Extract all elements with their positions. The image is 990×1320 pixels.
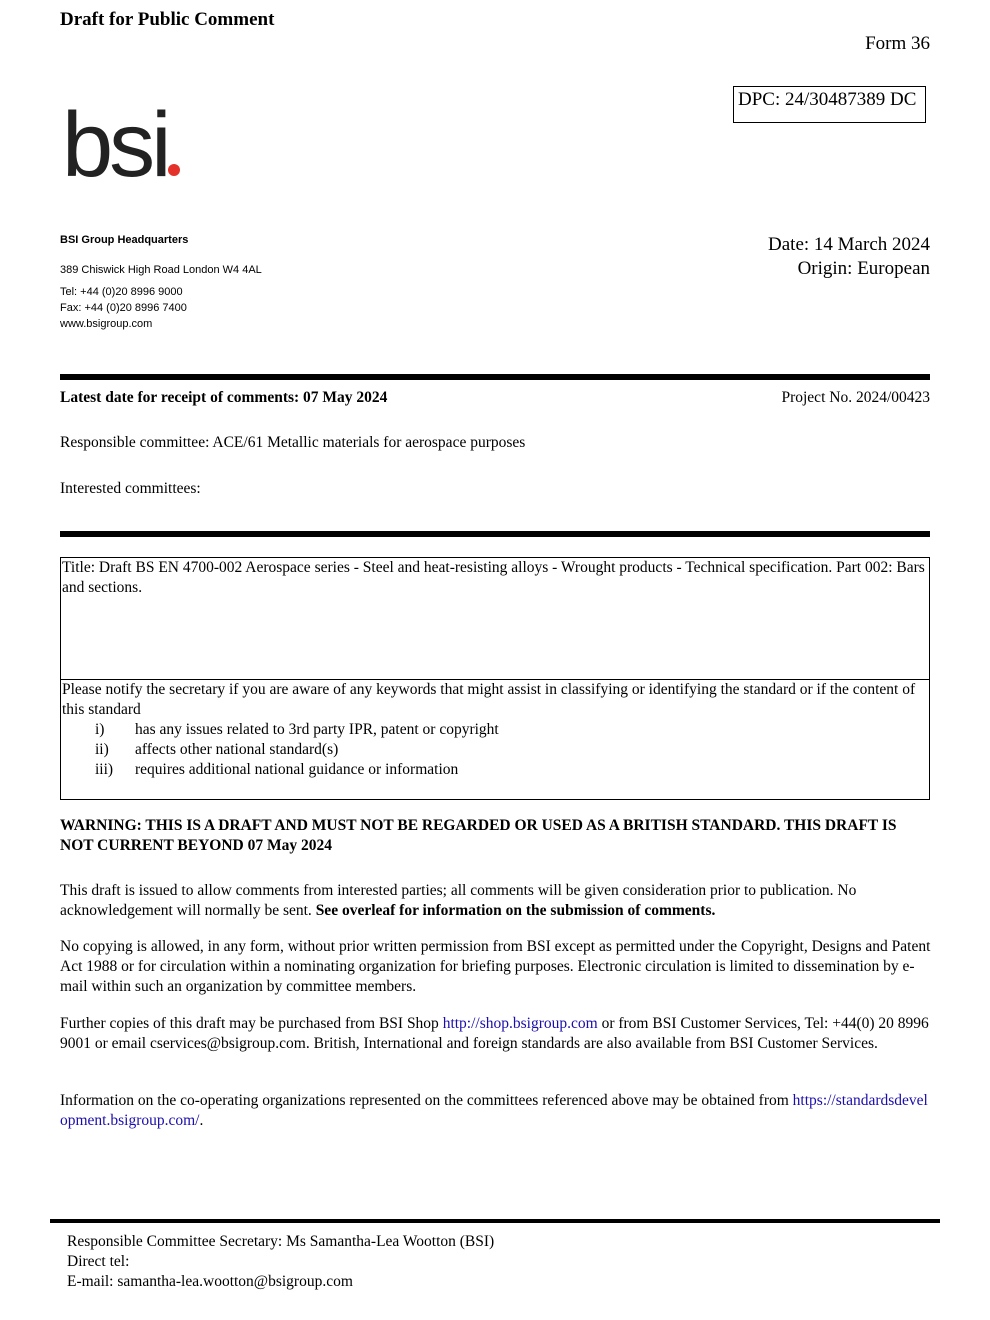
paragraph-organizations-text-b: . bbox=[199, 1112, 204, 1129]
footer-divider bbox=[50, 1219, 940, 1223]
secretary-direct-tel: Direct tel: bbox=[67, 1253, 130, 1270]
hq-tel: Tel: +44 (0)20 8996 9000 bbox=[60, 286, 183, 298]
draft-warning: WARNING: THIS IS A DRAFT AND MUST NOT BE REGARDED OR USED AS A BRITISH STANDARD. THIS DRAFT IS NOT CURRENT BEYOND 07 May 2024 bbox=[60, 817, 897, 854]
draft-title: Draft for Public Comment bbox=[60, 9, 275, 30]
divider-top bbox=[60, 374, 930, 380]
bsi-logo bbox=[62, 96, 192, 186]
list-item-text: has any issues related to 3rd party IPR, patent or copyright bbox=[135, 721, 499, 738]
paragraph-comments-text: This draft is issued to allow comments from interested parties; all comments will be given consideration prior to publication. No acknowledgement will normally be sent. bbox=[60, 882, 857, 919]
divider-middle bbox=[60, 531, 930, 537]
list-item bbox=[62, 720, 928, 740]
paragraph-comments bbox=[60, 881, 932, 921]
standards-development-link[interactable]: https://standardsdevelopment.bsigroup.com/ bbox=[60, 1092, 928, 1129]
notify-text: Please notify the secretary if you are aware of any keywords that might assist in classifying or identifying the standard or if the content of this standard bbox=[62, 681, 916, 718]
bsi-logo-text: bsi bbox=[62, 96, 168, 186]
paragraph-organizations bbox=[60, 1091, 932, 1131]
hq-website: www.bsigroup.com bbox=[60, 318, 153, 330]
hq-title: BSI Group Headquarters bbox=[60, 234, 189, 246]
paragraph-copies-text-a: Further copies of this draft may be purchased from BSI Shop bbox=[60, 1015, 443, 1032]
document-date: Date: 14 March 2024 bbox=[768, 234, 930, 255]
list-item-number: ii) bbox=[95, 741, 109, 758]
hq-fax: Fax: +44 (0)20 8996 7400 bbox=[60, 302, 187, 314]
responsible-committee: Responsible committee: ACE/61 Metallic materials for aerospace purposes bbox=[60, 434, 526, 451]
paragraph-copyright: No copying is allowed, in any form, without prior written permission from BSI except as permitted under the Copyright, Designs and Patent Act 1988 or for circulation within a nominating organization for briefing purposes. Electronic circulation is limited to dissemination by e-mail within such an organization by committee members. bbox=[60, 938, 931, 995]
paragraph-copies bbox=[60, 1014, 932, 1054]
document-origin: Origin: European bbox=[797, 258, 930, 279]
paragraph-copies-text-b: or from BSI Customer Services, Tel: +44(0) 20 8996 9001 or email cservices@bsigroup.com. British, International and foreign standards are also available from BSI Customer Services. bbox=[60, 1015, 929, 1052]
standard-title: Title: Draft BS EN 4700-002 Aerospace series - Steel and heat-resisting alloys - Wrought products - Technical specification. Part 002: Bars and sections. bbox=[61, 558, 929, 680]
secretary-email: E-mail: samantha-lea.wootton@bsigroup.com bbox=[67, 1273, 353, 1290]
hq-address: 389 Chiswick High Road London W4 4AL bbox=[60, 264, 262, 276]
bsi-logo-dot bbox=[168, 164, 180, 176]
paragraph-comments-bold: See overleaf for information on the submission of comments. bbox=[315, 902, 716, 919]
paragraph-organizations-text-a: Information on the co-operating organizations represented on the committees referenced above may be obtained from bbox=[60, 1092, 793, 1109]
comment-deadline: Latest date for receipt of comments: 07 May 2024 bbox=[60, 389, 388, 406]
notify-section bbox=[61, 680, 929, 780]
list-item-text: affects other national standard(s) bbox=[135, 741, 339, 758]
bsi-shop-link[interactable]: http://shop.bsigroup.com bbox=[442, 1015, 598, 1032]
form-number: Form 36 bbox=[865, 33, 930, 54]
project-number: Project No. 2024/00423 bbox=[781, 389, 930, 406]
dpc-reference: DPC: 24/30487389 DC bbox=[733, 86, 926, 123]
list-item bbox=[62, 740, 928, 760]
list-item-number: iii) bbox=[95, 761, 114, 778]
info-box bbox=[60, 557, 930, 800]
committee-secretary: Responsible Committee Secretary: Ms Samantha-Lea Wootton (BSI) bbox=[67, 1233, 495, 1250]
list-item-text: requires additional national guidance or information bbox=[135, 761, 459, 778]
list-item bbox=[62, 760, 928, 780]
list-item-number: i) bbox=[95, 721, 105, 738]
interested-committees: Interested committees: bbox=[60, 480, 201, 497]
